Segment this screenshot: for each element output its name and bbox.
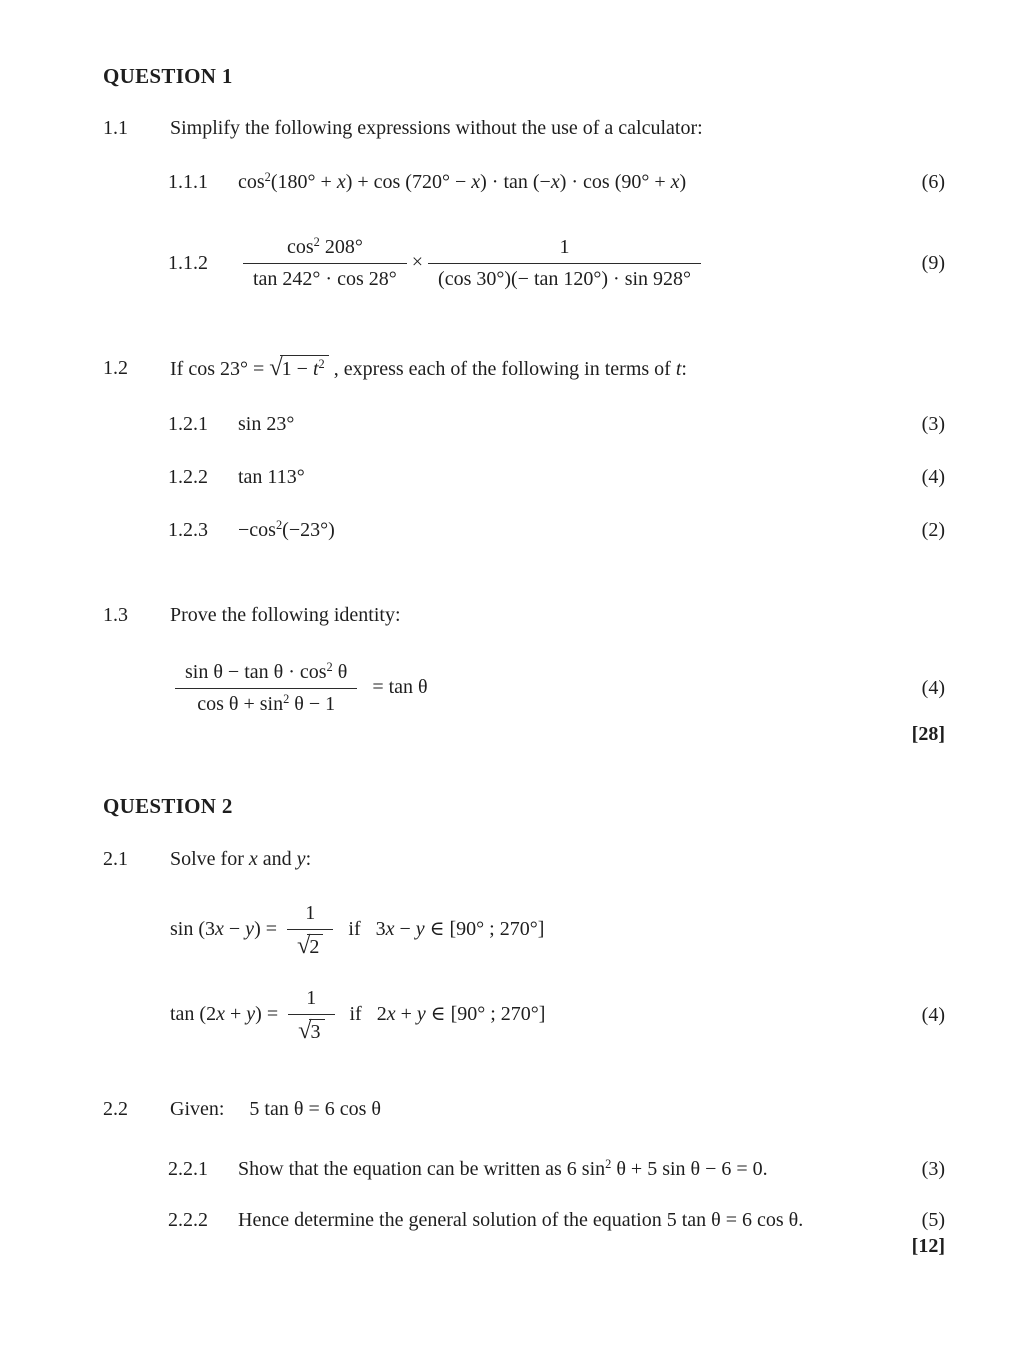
item-1-2-2-expression: tan 113° — [238, 465, 305, 488]
item-1-2-3-marks: (2) — [921, 518, 945, 541]
item-1-2-3 — [168, 514, 945, 546]
identity-marks: (4) — [921, 676, 945, 699]
item-1-2-2-marks: (4) — [921, 465, 945, 488]
item-1-2-1-marks: (3) — [921, 412, 945, 435]
item-1-3-text: Prove the following identity: — [170, 604, 401, 626]
item-1-2-text: If $\cos 23^\circ = √1 - t^2$ , express each of the following in terms of t: — [170, 353, 687, 381]
item-1-2 — [103, 347, 945, 389]
item-2-2-number: 2.2 — [103, 1098, 128, 1120]
item-1-2-1 — [168, 410, 945, 438]
item-2-2-2-number: 2.2.2 — [168, 1208, 208, 1231]
item-2-1-number: 2.1 — [103, 848, 128, 870]
question-2-heading: QUESTION 2 — [103, 794, 233, 818]
item-2-2 — [103, 1097, 945, 1122]
item-1-1-2-expression: $\frac{\cos^2 208^\circ}{\tan 242^\circ \cdot \cos 28^\circ}$ × $\frac{1}{(\cos 30^\circ)(- \tan 120^\circ) \cdot \sin 928^\circ}$ — [238, 235, 706, 292]
item-1-3 — [103, 603, 945, 628]
item-2-2-2-text: Hence determine the general solution of the equation 5 tan θ = 6 cos θ. — [238, 1208, 804, 1231]
equation-sin — [170, 898, 945, 962]
item-2-2-1-text: Show that the equation can be written as 6 $\sin^2 \theta + 5$ sin θ − 6 = 0. — [238, 1156, 768, 1180]
item-1-2-number: 1.2 — [103, 356, 128, 379]
item-1-2-3-expression: $-\cos^2(-23^\circ)$ — [238, 517, 335, 541]
item-2-2-given: Given: 5 tan θ = 6 cos θ — [170, 1098, 381, 1120]
identity-equation — [170, 650, 945, 726]
item-1-1-1-expression: $\cos^2(180^\circ + x) + \cos (720^\circ - x) \cdot \tan (-x) \cdot \cos (90^\circ + x)$ — [238, 169, 687, 193]
item-2-2-1 — [168, 1153, 945, 1185]
equation-sin-expression: sin (3x − y) = $\frac{1}{√2}$ if 3x − y ∈ [90° ; 270°] — [170, 901, 545, 959]
item-1-1-number: 1.1 — [103, 117, 128, 139]
item-2-2-1-marks: (3) — [921, 1157, 945, 1180]
item-1-1-2-marks: (9) — [921, 251, 945, 274]
item-1-1-text: Simplify the following expressions without the use of a calculator: — [170, 117, 703, 139]
item-2-2-2 — [168, 1206, 945, 1234]
item-1-1-2-number: 1.1.2 — [168, 251, 208, 274]
item-1-2-1-number: 1.2.1 — [168, 412, 208, 435]
equation-tan-expression: tan (2x + y) = $\frac{1}{√3}$ if 2x + y ∈ [90° ; 270°] — [170, 986, 546, 1044]
question-1-total-marks: [28] — [911, 723, 945, 745]
equation-tan — [170, 983, 945, 1047]
item-1-1-1-number: 1.1.1 — [168, 170, 208, 193]
identity-expression: $\frac{\sin \theta - \tan \theta \cdot \cos^2 \theta}{\cos \theta + \sin^2 \theta - 1}$ = tan θ — [170, 660, 428, 717]
item-2-1 — [103, 847, 945, 872]
item-1-1-1-marks: (6) — [921, 170, 945, 193]
item-2-2-1-number: 2.2.1 — [168, 1157, 208, 1180]
item-1-1 — [103, 116, 945, 141]
item-2-2-2-marks: (5) — [921, 1208, 945, 1231]
item-1-1-1 — [168, 167, 945, 197]
item-2-1-text: Solve for x and y: — [170, 848, 312, 870]
item-1-1-2 — [168, 225, 945, 301]
item-1-2-1-expression: sin 23° — [238, 412, 295, 435]
item-1-2-2-number: 1.2.2 — [168, 465, 208, 488]
question-2-total-marks: [12] — [911, 1235, 945, 1257]
question-1-heading: QUESTION 1 — [103, 64, 233, 88]
item-1-2-3-number: 1.2.3 — [168, 518, 208, 541]
equation-tan-marks: (4) — [921, 1003, 945, 1026]
item-1-3-number: 1.3 — [103, 604, 128, 626]
item-1-2-2 — [168, 463, 945, 491]
